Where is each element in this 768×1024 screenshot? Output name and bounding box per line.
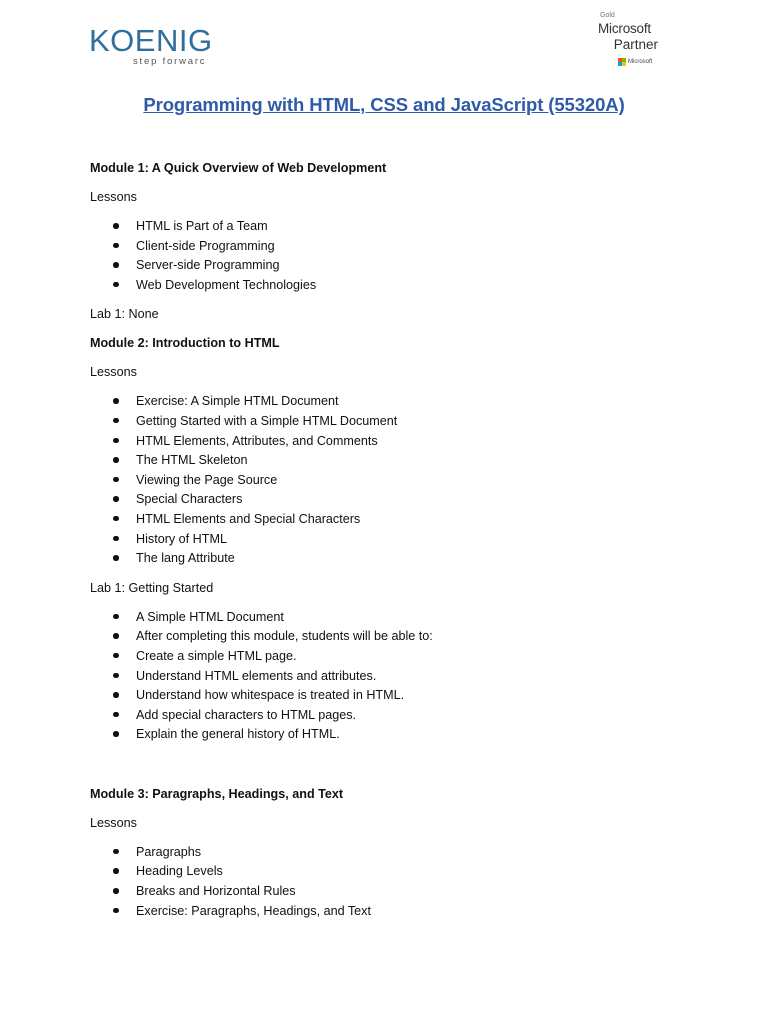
list-item: Server-side Programming (90, 256, 690, 276)
bullet-icon (113, 282, 119, 288)
bullet-icon (113, 555, 119, 561)
partner-label: Partner (613, 37, 658, 52)
list-item: Breaks and Horizontal Rules (90, 882, 690, 902)
lab-label: Lab 1: Getting Started (90, 580, 214, 595)
list-item: Special Characters (90, 490, 690, 510)
lesson-list (90, 843, 690, 921)
list-item: After completing this module, students will be able to: (90, 627, 690, 647)
bullet-icon (113, 398, 119, 404)
list-item: Exercise: Paragraphs, Headings, and Text (90, 902, 690, 922)
list-item: Understand HTML elements and attributes. (90, 667, 690, 687)
list-item: Understand how whitespace is treated in HTML. (90, 686, 690, 706)
list-item: Paragraphs (90, 843, 690, 863)
lessons-label: Lessons (90, 815, 137, 830)
bullet-icon (113, 418, 119, 424)
lesson-list (90, 217, 690, 295)
bullet-icon (113, 457, 119, 463)
bullet-icon (113, 633, 119, 639)
bullet-icon (113, 692, 119, 698)
microsoft-partner-logo (598, 12, 660, 70)
bullet-icon (113, 438, 119, 444)
bullet-icon (113, 536, 119, 542)
bullet-icon (113, 477, 119, 483)
list-item: The HTML Skeleton (90, 451, 690, 471)
microsoft-squares-icon (618, 58, 626, 66)
list-item: A Simple HTML Document (90, 608, 690, 628)
bullet-icon (113, 653, 119, 659)
lessons-label: Lessons (90, 365, 137, 380)
document-content (90, 159, 690, 921)
lab-item-list (90, 608, 690, 745)
list-item: Create a simple HTML page. (90, 647, 690, 667)
list-item: Getting Started with a Simple HTML Document (90, 412, 690, 432)
koenig-logo (89, 23, 213, 70)
module-heading: Module 2: Introduction to HTML (90, 336, 280, 351)
microsoft-label: Microsoft (598, 21, 651, 36)
bullet-icon (113, 614, 119, 620)
list-item: History of HTML (90, 530, 690, 550)
list-item: The lang Attribute (90, 549, 690, 569)
list-item: Heading Levels (90, 862, 690, 882)
koenig-tagline: step forwarc (133, 56, 207, 67)
list-item: Viewing the Page Source (90, 471, 690, 491)
bullet-icon (113, 731, 119, 737)
document-title: Programming with HTML, CSS and JavaScript (55320A) (143, 94, 625, 115)
lessons-label: Lessons (90, 190, 137, 204)
bullet-icon (113, 712, 119, 718)
lab-label: Lab 1: None (90, 307, 159, 322)
list-item: Explain the general history of HTML. (90, 725, 690, 745)
koenig-wordmark: KOENIG (89, 23, 213, 58)
bullet-icon (113, 908, 119, 914)
microsoft-mini-logo (618, 58, 652, 66)
lesson-list (90, 392, 690, 568)
list-item: HTML is Part of a Team (90, 217, 690, 237)
list-item: Add special characters to HTML pages. (90, 706, 690, 726)
list-item: Exercise: A Simple HTML Document (90, 392, 690, 412)
bullet-icon (113, 243, 119, 249)
gold-label: Gold (600, 12, 615, 19)
bullet-icon (113, 868, 119, 874)
bullet-icon (113, 262, 119, 268)
bullet-icon (113, 673, 119, 679)
bullet-icon (113, 516, 119, 522)
list-item: HTML Elements, Attributes, and Comments (90, 432, 690, 452)
bullet-icon (113, 888, 119, 894)
bullet-icon (113, 849, 119, 855)
bullet-icon (113, 496, 119, 502)
list-item: Client-side Programming (90, 237, 690, 257)
microsoft-small-label: Microsoft (628, 59, 653, 65)
module-heading: Module 1: A Quick Overview of Web Development (90, 161, 387, 175)
list-item: HTML Elements and Special Characters (90, 510, 690, 530)
module-heading: Module 3: Paragraphs, Headings, and Text (90, 786, 344, 801)
list-item: Web Development Technologies (90, 276, 690, 296)
bullet-icon (113, 223, 119, 229)
